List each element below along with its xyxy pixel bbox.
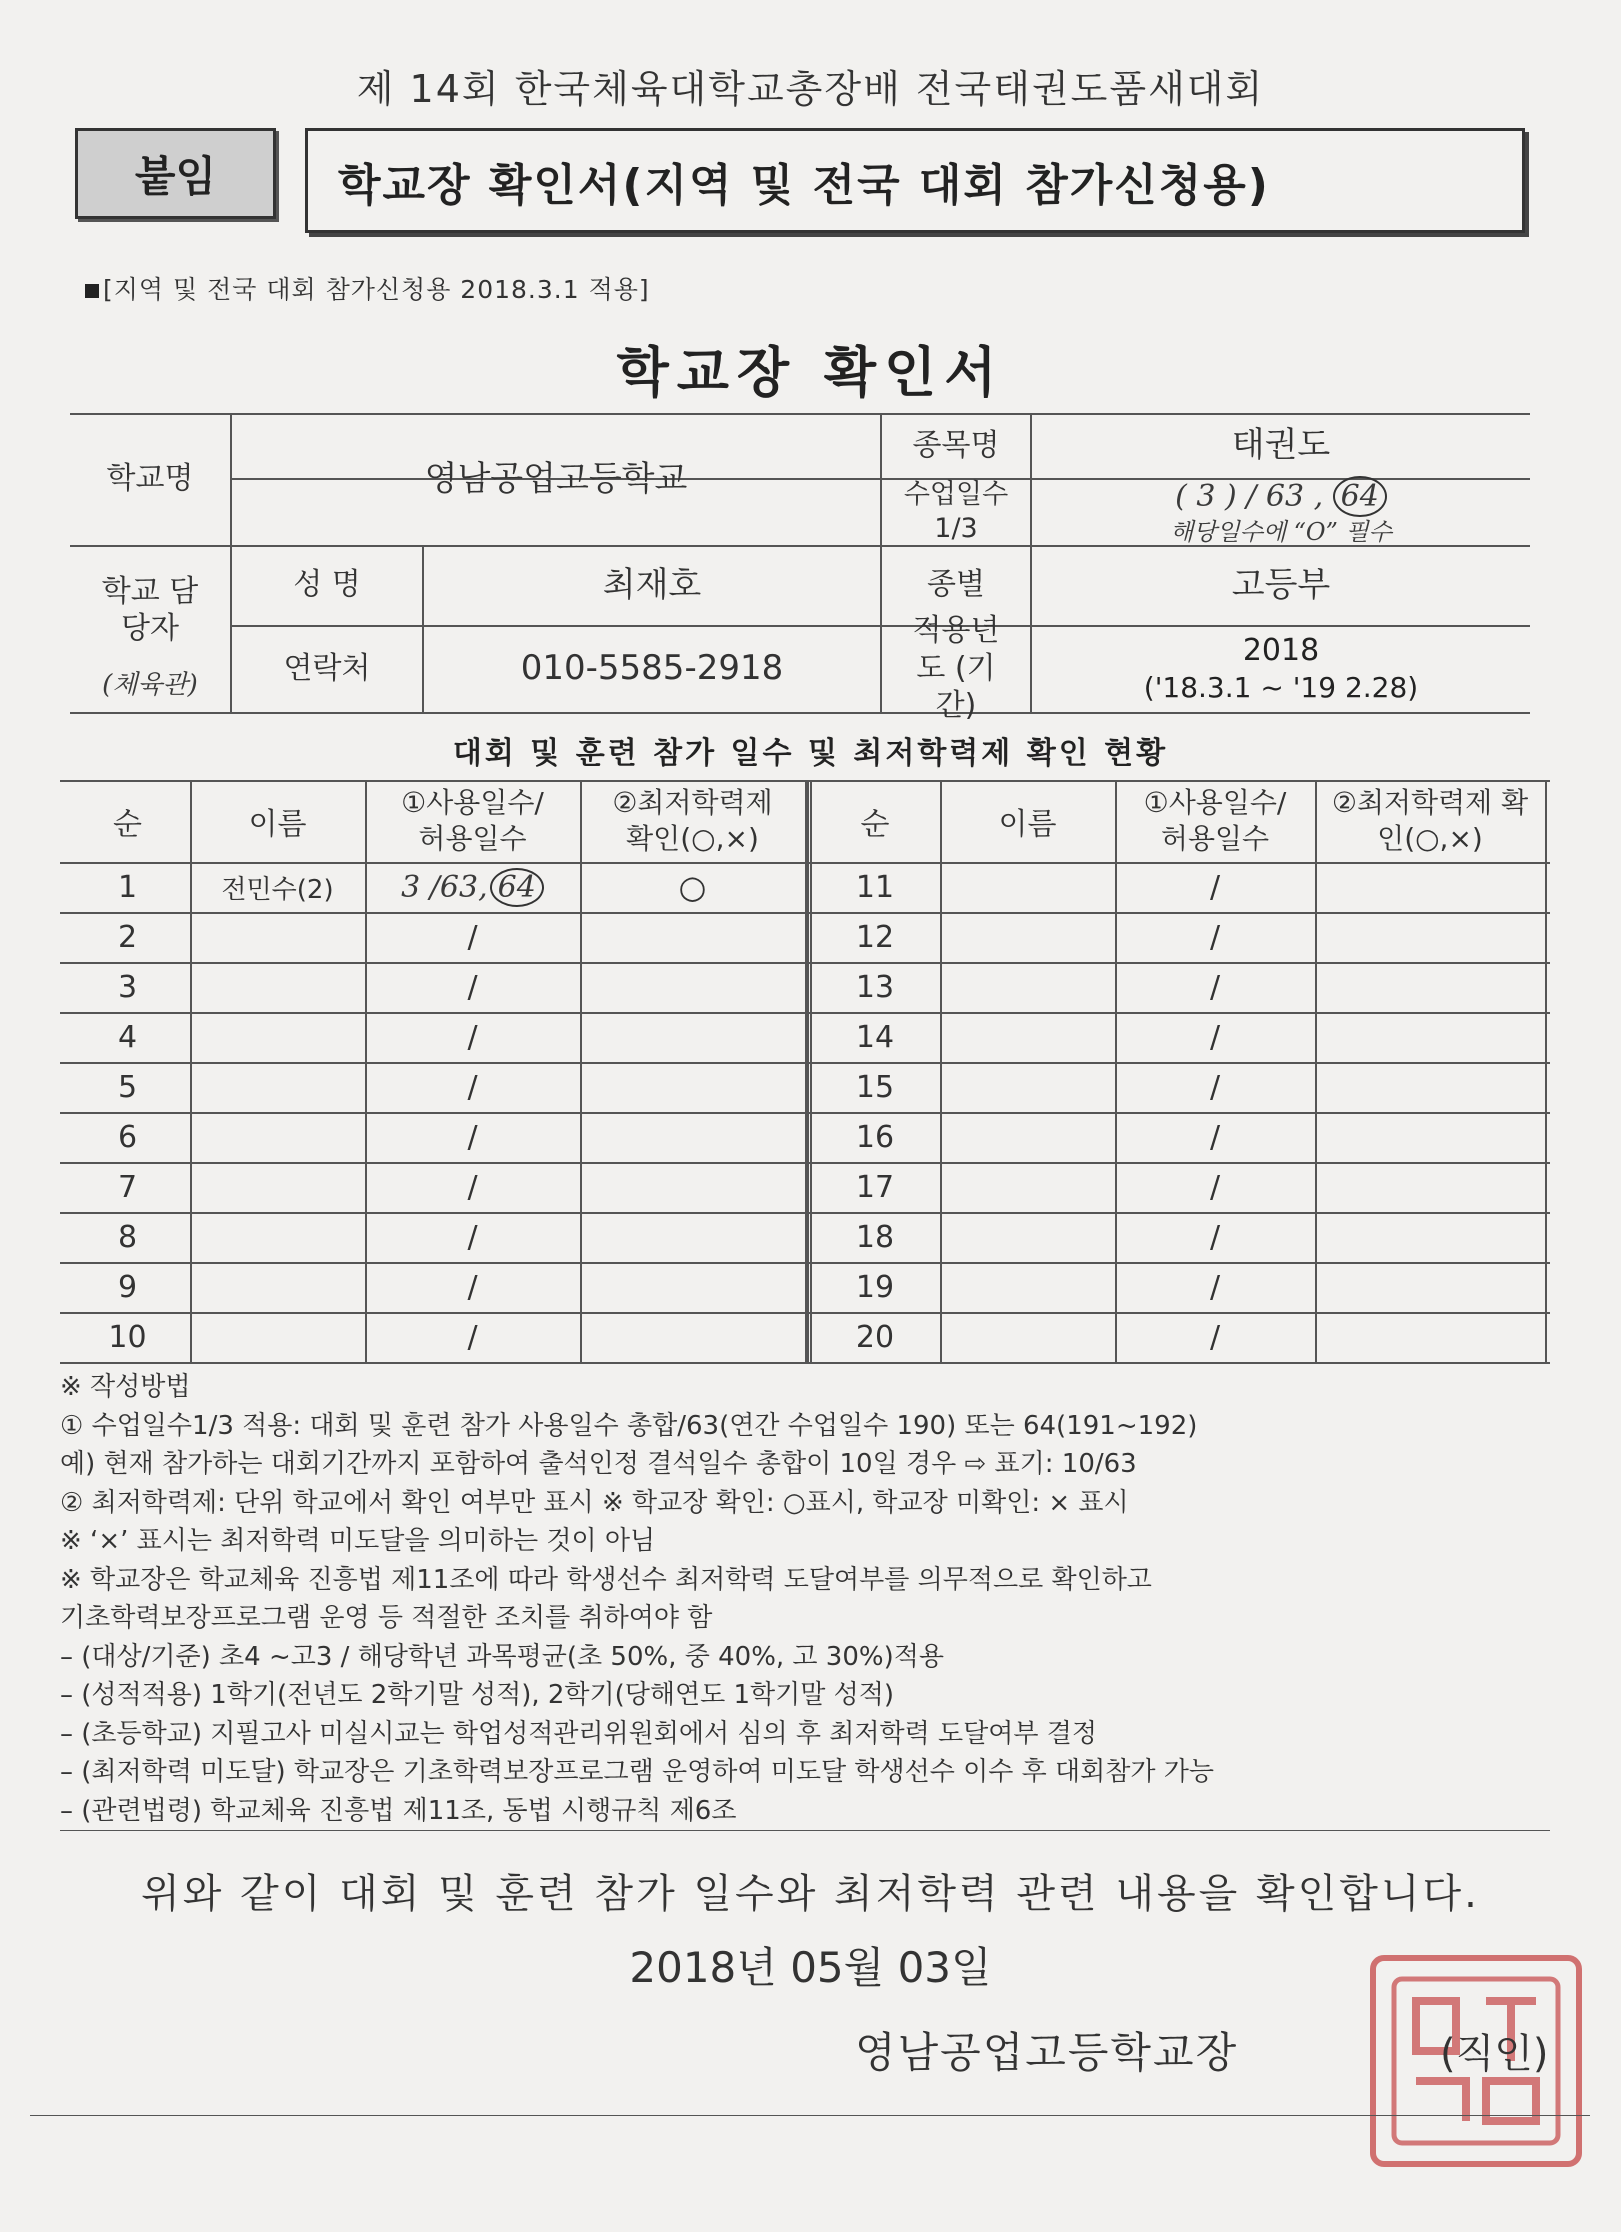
roster-rule xyxy=(60,1362,1550,1364)
col-header-days: ①사용일수/ 허용일수 xyxy=(401,785,544,855)
row-number: 4 xyxy=(117,1019,138,1055)
student-name xyxy=(940,1312,1115,1362)
days-used xyxy=(1115,1062,1315,1112)
min-academic-check xyxy=(1315,1312,1545,1362)
row-number: 9 xyxy=(117,1269,138,1305)
roster-subheading: 대회 및 훈련 참가 일수 및 최저학력제 확인 현황 xyxy=(452,736,1169,771)
days-used xyxy=(365,1312,580,1362)
min-academic-check xyxy=(580,912,805,962)
days-used xyxy=(1115,912,1315,962)
min-academic-check xyxy=(1315,1212,1545,1262)
row-number: 11 xyxy=(855,869,895,905)
days-used xyxy=(1115,1212,1315,1262)
row-number: 2 xyxy=(117,919,138,955)
name-label: 성 명 xyxy=(293,567,361,603)
applicability-notice xyxy=(85,270,650,306)
student-name xyxy=(190,1062,365,1112)
student-name xyxy=(190,1312,365,1362)
confirmation-statement: 위와 같이 대회 및 훈련 참가 일수와 최저학력 관련 내용을 확인합니다. xyxy=(141,1871,1480,1917)
event-title: 제 14회 한국체육대학교총장배 전국태권도품새대회 xyxy=(356,67,1265,111)
instruction-line: ② 최저학력제: 단위 학교에서 확인 여부만 표시 ※ 학교장 확인: ○표시, 학교장 미확인: × 표시 xyxy=(60,1487,1129,1518)
year-value: 2018 xyxy=(1242,633,1320,669)
days-used-text: / xyxy=(467,1169,478,1205)
class-days-label: 수업일수 1/3 xyxy=(903,478,1009,544)
issue-date: 2018년 05월 03일 xyxy=(629,1943,992,1992)
days-used-text: / xyxy=(1209,1169,1221,1205)
instruction-line: 기초학력보장프로그램 운영 등 적절한 조치를 취하여야 함 xyxy=(60,1603,713,1633)
min-academic-check xyxy=(580,1212,805,1262)
row-number: 18 xyxy=(855,1219,895,1255)
year-period: ('18.3.1 ~ '19 2.28) xyxy=(1143,670,1419,704)
division-value: 고등부 xyxy=(1231,564,1331,605)
min-academic-check xyxy=(1315,1262,1545,1312)
days-used-text: / xyxy=(467,919,478,955)
student-name xyxy=(190,1212,365,1262)
student-name xyxy=(940,1112,1115,1162)
sport-label: 종목명 xyxy=(912,427,1000,463)
school-name-value: 영남공업고등학교 xyxy=(424,458,688,499)
student-name xyxy=(940,1162,1115,1212)
row-number: 1 xyxy=(117,869,138,905)
student-name xyxy=(190,1012,365,1062)
row-number: 5 xyxy=(117,1069,138,1105)
days-used-text: / xyxy=(1209,919,1221,955)
contact-label: 연락처 xyxy=(283,650,371,686)
days-used-circled: 64 xyxy=(490,868,544,907)
roster-column-rule xyxy=(1545,780,1547,1362)
instruction-line: – (최저학력 미도달) 학교장은 기초학력보장프로그램 운영하여 미도달 학생선수 이수 후 대회참가 가능 xyxy=(60,1757,1214,1787)
bullet-square-icon xyxy=(85,284,99,298)
student-name xyxy=(940,862,1115,912)
roster-column-rule xyxy=(805,780,809,1362)
days-used xyxy=(1115,1262,1315,1312)
instruction-line: – (성적적용) 1학기(전년도 2학기말 성적), 2학기(당해연도 1학기말 성적) xyxy=(60,1680,895,1710)
instruction-line: ① 수업일수1/3 적용: 대회 및 훈련 참가 사용일수 총합/63(연간 수업일수 190) 또는 64(191~192) xyxy=(60,1410,1198,1441)
student-name xyxy=(190,1162,365,1212)
instruction-line: 예) 현재 참가하는 대회기간까지 포함하여 출석인정 결석일수 총합이 10일 경우 ⇨ 표기: 10/63 xyxy=(60,1449,1137,1479)
min-academic-check xyxy=(580,1262,805,1312)
row-number: 13 xyxy=(855,969,895,1005)
student-name xyxy=(190,912,365,962)
row-number: 3 xyxy=(117,969,138,1005)
year-label: 적용년도 (기간) xyxy=(912,613,1000,724)
days-used-text: / xyxy=(467,1219,478,1255)
days-used-text: / xyxy=(467,1069,478,1105)
col-header-no-right: 순 xyxy=(860,807,890,842)
min-academic-check: ○ xyxy=(678,868,707,906)
days-used xyxy=(365,962,580,1012)
days-used xyxy=(1115,1012,1315,1062)
instruction-line: – (관련법령) 학교체육 진흥법 제11조, 동법 시행규칙 제6조 xyxy=(60,1795,737,1826)
days-used xyxy=(365,862,580,912)
student-name xyxy=(940,1212,1115,1262)
days-used-text: / xyxy=(1209,1069,1221,1105)
notice-text: [지역 및 전국 대회 참가신청용 2018.3.1 적용] xyxy=(103,275,650,304)
class-days-text: ( 3 ) / 63 , xyxy=(1175,478,1324,514)
min-academic-check xyxy=(580,1062,805,1112)
days-used xyxy=(1115,962,1315,1012)
min-academic-check xyxy=(1315,1012,1545,1062)
student-name xyxy=(190,1262,365,1312)
days-used xyxy=(365,1112,580,1162)
class-days-value xyxy=(1032,478,1530,545)
col-header-name-right: 이름 xyxy=(998,807,1057,842)
days-used-text: / xyxy=(1209,1019,1221,1055)
sport-value: 태권도 xyxy=(1231,425,1331,466)
year-value-block xyxy=(1032,625,1530,712)
student-name xyxy=(190,962,365,1012)
student-name xyxy=(940,912,1115,962)
days-used xyxy=(365,1162,580,1212)
student-name xyxy=(190,1112,365,1162)
min-academic-check xyxy=(1315,1162,1545,1212)
col-header-days-right: ①사용일수/ 허용일수 xyxy=(1143,785,1287,855)
row-number: 20 xyxy=(855,1319,895,1355)
min-academic-check xyxy=(580,1012,805,1062)
days-used xyxy=(1115,1162,1315,1212)
days-used-text: / xyxy=(1209,1119,1221,1155)
col-header-name: 이름 xyxy=(248,807,307,842)
division-label: 종별 xyxy=(927,567,985,603)
days-used-text: / xyxy=(1209,869,1221,905)
instruction-line: ※ ‘×’ 표시는 최저학력 미도달을 의미하는 것이 아님 xyxy=(60,1526,656,1556)
student-name xyxy=(940,1012,1115,1062)
instruction-line: ※ 학교장은 학교체육 진흥법 제11조에 따라 학생선수 최저학력 도달여부를 의무적으로 확인하고 xyxy=(60,1564,1152,1595)
days-used-text: / xyxy=(467,1019,478,1055)
page-title: 학교장 확인서 xyxy=(616,341,1005,404)
manager-label: 학교 담당자 xyxy=(101,573,199,646)
row-number: 16 xyxy=(855,1119,895,1155)
min-academic-check xyxy=(1315,962,1545,1012)
days-used xyxy=(365,912,580,962)
days-used xyxy=(1115,1112,1315,1162)
min-academic-check xyxy=(580,1112,805,1162)
days-used-text: / xyxy=(467,1119,478,1155)
row-number: 19 xyxy=(855,1269,895,1305)
name-value: 최재호 xyxy=(602,564,702,605)
min-academic-check xyxy=(1315,1112,1545,1162)
student-name xyxy=(940,1262,1115,1312)
document-title: 학교장 확인서(지역 및 전국 대회 참가신청용) xyxy=(305,128,1525,233)
row-number: 15 xyxy=(855,1069,895,1105)
min-academic-check xyxy=(1315,912,1545,962)
manager-note: (체육관) xyxy=(102,669,198,700)
student-name xyxy=(940,962,1115,1012)
days-used-text: / xyxy=(1209,1319,1221,1355)
min-academic-check xyxy=(1315,862,1545,912)
row-number: 17 xyxy=(855,1169,895,1205)
days-used xyxy=(1115,1312,1315,1362)
col-header-check-right: ②최저학력제 확인(○,×) xyxy=(1331,785,1529,855)
days-used xyxy=(1115,862,1315,912)
days-used xyxy=(365,1062,580,1112)
row-number: 14 xyxy=(855,1019,895,1055)
row-number: 8 xyxy=(117,1219,138,1255)
contact-value: 010-5585-2918 xyxy=(520,648,784,689)
row-number: 6 xyxy=(117,1119,138,1155)
class-days-note: 해당일수에 “O” 필수 xyxy=(1170,518,1392,547)
days-used-text: / xyxy=(1209,1269,1221,1305)
seal-label: (직인) xyxy=(1440,2031,1549,2077)
days-used-text: / xyxy=(1209,1219,1221,1255)
days-used-text: / xyxy=(467,1319,478,1355)
days-used xyxy=(365,1012,580,1062)
days-used-text: / xyxy=(467,1269,478,1305)
student-name: 전민수(2) xyxy=(221,874,334,905)
student-name xyxy=(940,1062,1115,1112)
days-used xyxy=(365,1262,580,1312)
days-used-text: / xyxy=(467,969,478,1005)
row-number: 10 xyxy=(108,1319,147,1355)
instruction-line: – (초등학교) 지필고사 미실시교는 학업성적관리위원회에서 심의 후 최저학력 도달여부 결정 xyxy=(60,1718,1097,1749)
min-academic-check xyxy=(1315,1062,1545,1112)
min-academic-check xyxy=(580,1162,805,1212)
days-used-text: / xyxy=(1209,969,1221,1005)
instructions xyxy=(60,1368,1560,1830)
row-number: 7 xyxy=(117,1169,138,1205)
school-name-label: 학교명 xyxy=(106,461,194,497)
principal-signature-line: 영남공업고등학교장 xyxy=(855,2028,1239,2077)
instruction-line: ※ 작성방법 xyxy=(60,1372,191,1402)
days-used-text: 3 /63, xyxy=(401,869,488,905)
min-academic-check xyxy=(580,962,805,1012)
class-days-circled: 64 xyxy=(1333,476,1387,518)
col-header-check: ②최저학력제 확인(○,×) xyxy=(612,785,773,855)
days-used xyxy=(365,1212,580,1262)
col-header-no: 순 xyxy=(113,807,142,842)
row-number: 12 xyxy=(855,919,895,955)
instruction-line: – (대상/기준) 초4 ~고3 / 해당학년 과목평균(초 50%, 중 40%, 고 30%)적용 xyxy=(60,1641,944,1672)
min-academic-check xyxy=(580,1312,805,1362)
attachment-tag: 붙임 xyxy=(75,128,276,219)
